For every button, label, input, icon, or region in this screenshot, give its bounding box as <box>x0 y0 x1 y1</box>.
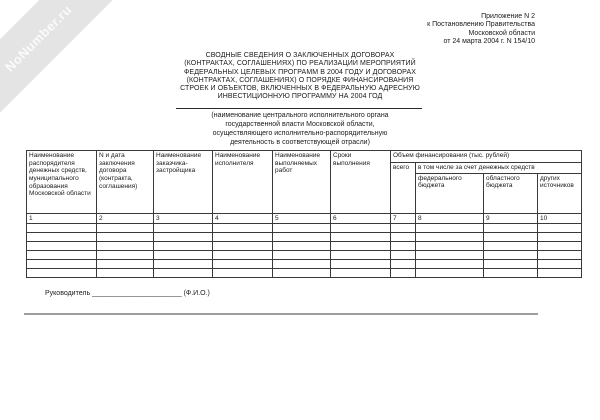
column-numbers-row <box>27 213 582 224</box>
signature-block <box>45 290 210 297</box>
empty-cell <box>484 242 538 251</box>
empty-cell <box>273 260 331 269</box>
empty-cell <box>416 251 484 260</box>
empty-cell <box>484 233 538 242</box>
subtitle-line: (наименование центрального исполнительного органа <box>211 112 389 119</box>
empty-cell <box>273 233 331 242</box>
column-number-cell: 4 <box>213 213 273 224</box>
column-number-cell: 1 <box>27 213 97 224</box>
signature-blank-line: _______________________ <box>92 290 182 297</box>
table-row <box>27 260 582 269</box>
column-number-cell: 9 <box>484 213 538 224</box>
title-line: (КОНТРАКТАХ, СОГЛАШЕНИЯХ) О ПОРЯДКЕ ФИНАНСИРОВАНИЯ <box>186 76 414 84</box>
col-header-finance-total: всего <box>391 163 416 214</box>
empty-cell <box>273 269 331 278</box>
empty-cell <box>391 269 416 278</box>
empty-cell <box>538 260 582 269</box>
empty-cell <box>391 224 416 233</box>
empty-cell <box>538 233 582 242</box>
title-line: СТРОЕК И ОБЪЕКТОВ, ВКЛЮЧЕННЫХ В ФЕДЕРАЛЬНУЮ АДРЕСНУЮ <box>180 85 420 93</box>
table-row <box>27 251 582 260</box>
column-number-cell: 2 <box>97 213 154 224</box>
table-header-row-1 <box>27 151 582 163</box>
column-number-cell: 5 <box>273 213 331 224</box>
empty-cell <box>538 242 582 251</box>
empty-cell <box>484 251 538 260</box>
empty-cell <box>213 260 273 269</box>
appendix-note <box>300 13 535 46</box>
empty-cell <box>331 269 391 278</box>
title-line: СВОДНЫЕ СВЕДЕНИЯ О ЗАКЛЮЧЕННЫХ ДОГОВОРАХ <box>205 52 395 59</box>
col-header-finance-other: других источников <box>538 173 582 213</box>
column-number-cell: 6 <box>331 213 391 224</box>
empty-cell <box>391 242 416 251</box>
empty-cell <box>154 242 213 251</box>
empty-cell <box>416 233 484 242</box>
empty-cell <box>97 260 154 269</box>
empty-cell <box>97 242 154 251</box>
subtitle-line: государственной власти Московской области, <box>225 121 375 128</box>
empty-cell <box>27 269 97 278</box>
empty-cell <box>273 242 331 251</box>
title-line: ИНВЕСТИЦИОННУЮ ПРОГРАММУ НА 2004 ГОД <box>217 93 383 101</box>
document-subtitle <box>0 111 600 147</box>
contracts-table <box>26 150 582 278</box>
empty-cell <box>154 251 213 260</box>
empty-cell <box>273 251 331 260</box>
column-number-cell: 10 <box>538 213 582 224</box>
document-title <box>0 52 600 102</box>
empty-cell <box>213 224 273 233</box>
page-bottom-rule <box>24 313 538 315</box>
title-line: (КОНТРАКТАХ, СОГЛАШЕНИЯХ) ПО РЕАЛИЗАЦИИ МЕРОПРИЯТИЙ <box>184 60 416 68</box>
empty-cell <box>97 251 154 260</box>
empty-cell <box>213 242 273 251</box>
col-header-customer: Наименование заказчика-застройщика <box>154 151 213 214</box>
empty-cell <box>154 269 213 278</box>
empty-cell <box>391 251 416 260</box>
table-row <box>27 269 582 278</box>
table-row <box>27 233 582 242</box>
appendix-note-line: к Постановлению Правительства <box>427 21 535 29</box>
empty-cell <box>484 269 538 278</box>
empty-cell <box>416 224 484 233</box>
empty-cell <box>416 269 484 278</box>
empty-cell <box>97 269 154 278</box>
empty-cell <box>538 251 582 260</box>
empty-cell <box>97 233 154 242</box>
col-header-finance-federal: федерального бюджета <box>416 173 484 213</box>
empty-cell <box>213 269 273 278</box>
empty-cell <box>27 260 97 269</box>
empty-cell <box>213 233 273 242</box>
empty-cell <box>538 224 582 233</box>
empty-cell <box>97 224 154 233</box>
col-header-executor: Наименование исполнителя <box>213 151 273 214</box>
empty-cell <box>416 260 484 269</box>
empty-cell <box>484 260 538 269</box>
col-header-finance-regional: областного бюджета <box>484 173 538 213</box>
empty-cell <box>391 233 416 242</box>
signature-label: Руководитель <box>45 290 91 297</box>
watermark-text: NoNumber.ru <box>1 1 75 75</box>
signature-fio-label: (Ф.И.О.) <box>183 290 210 297</box>
col-header-contract: N и дата заключения договора (контракта, соглашения) <box>97 151 154 214</box>
subtitle-line: осуществляющего исполнительно-распорядительную <box>212 130 388 137</box>
column-number-cell: 7 <box>391 213 416 224</box>
empty-cell <box>27 224 97 233</box>
col-header-terms: Сроки выполнения <box>331 151 391 214</box>
empty-cell <box>331 251 391 260</box>
empty-cell <box>213 251 273 260</box>
appendix-note-line: от 24 марта 2004 г. N 154/10 <box>443 37 535 45</box>
col-header-finance-including: в том числе за счет денежных средств <box>416 163 582 174</box>
subtitle-line: деятельность в соответствующей отрасли) <box>230 139 370 146</box>
empty-cell <box>27 251 97 260</box>
col-header-manager: Наименование распорядителя денежных средств, муниципального образования Московской области <box>27 151 97 214</box>
appendix-note-line: Московской области <box>468 29 535 37</box>
table-row <box>27 242 582 251</box>
empty-cell <box>273 224 331 233</box>
col-header-works: Наименование выполняемых работ <box>273 151 331 214</box>
empty-cell <box>331 242 391 251</box>
subtitle-overline <box>176 108 422 109</box>
column-number-cell: 8 <box>416 213 484 224</box>
empty-cell <box>331 260 391 269</box>
appendix-note-line: Приложение N 2 <box>481 13 535 20</box>
col-header-finance-group: Объем финансирования (тыс. рублей) <box>391 151 582 163</box>
empty-cell <box>484 224 538 233</box>
empty-cell <box>27 242 97 251</box>
empty-cell <box>391 260 416 269</box>
empty-cell <box>154 233 213 242</box>
title-line: ФЕДЕРАЛЬНЫХ ЦЕЛЕВЫХ ПРОГРАММ В 2004 ГОДУ И ДОГОВОРАХ <box>184 68 416 76</box>
empty-cell <box>331 233 391 242</box>
empty-cell <box>154 260 213 269</box>
column-number-cell: 3 <box>154 213 213 224</box>
empty-cell <box>331 224 391 233</box>
empty-cell <box>416 242 484 251</box>
empty-cell <box>154 224 213 233</box>
empty-cell <box>538 269 582 278</box>
empty-cell <box>27 233 97 242</box>
table-row <box>27 224 582 233</box>
